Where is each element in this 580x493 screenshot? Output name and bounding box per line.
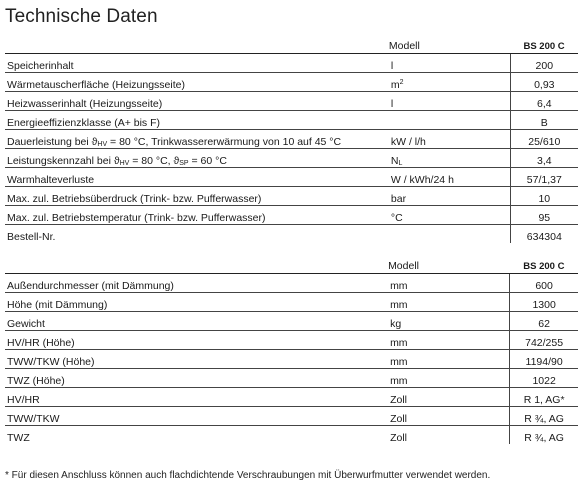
row-unit: W / kWh/24 h <box>389 168 510 187</box>
row-label: Höhe (mit Dämmung) <box>5 293 388 312</box>
row-unit: mm <box>388 331 510 350</box>
row-label: Wärmetauscherfläche (Heizungsseite) <box>5 73 389 92</box>
table-row <box>5 312 578 331</box>
row-label: Außendurchmesser (mit Dämmung) <box>7 280 174 292</box>
row-label: Leistungskennzahl bei $ϑ_{HV} = 80$ °C, $ϑ_{SP} = 60$ °C <box>5 149 389 168</box>
table-header-row <box>5 256 578 274</box>
row-unit: mm <box>388 293 510 312</box>
table-row <box>5 426 578 445</box>
row-label: TWW/TKW <box>5 407 388 426</box>
row-value: 62 <box>510 312 578 331</box>
table-row <box>5 350 578 369</box>
row-label: TWZ <box>5 426 388 445</box>
row-unit: $N_L$ <box>389 149 510 168</box>
row-unit: bar <box>389 187 510 206</box>
row-value: 95 <box>510 206 578 225</box>
row-label: Energieeffizienzklasse (A+ bis F) <box>5 111 389 130</box>
row-value: 1022 <box>510 369 578 388</box>
table-row <box>5 92 578 111</box>
table-row <box>5 73 578 92</box>
table-row <box>5 111 578 130</box>
row-unit: kW / l/h <box>389 130 510 149</box>
row-unit: l <box>390 60 394 72</box>
row-value: 57/1,37 <box>510 168 578 187</box>
row-value: 3,4 <box>510 149 578 168</box>
row-label: Heizwasserinhalt (Heizungsseite) <box>5 92 389 111</box>
footnote: * Für diesen Anschluss können auch flachdichtende Verschraubungen mit Überwurfmutter verwendet werden. <box>5 470 491 481</box>
row-label: Speicherinhalt <box>7 60 74 72</box>
spec-table-dimensions <box>5 256 578 444</box>
row-label: HV/HR <box>5 388 388 407</box>
row-value: 634304 <box>510 225 578 244</box>
model-value: BS 200 C <box>510 256 578 274</box>
row-value: 600 <box>510 274 578 293</box>
table-row <box>5 407 578 426</box>
row-unit: $m^2$ <box>389 73 510 92</box>
row-label: Bestell-Nr. <box>5 225 389 244</box>
table-row <box>5 168 578 187</box>
row-value: 1194/90 <box>510 350 578 369</box>
row-value: R 1, AG* <box>510 388 578 407</box>
row-unit <box>389 225 510 244</box>
row-unit: l <box>389 92 510 111</box>
table-header-row <box>5 36 578 54</box>
row-unit: Zoll <box>388 426 510 445</box>
row-label: TWW/TKW (Höhe) <box>5 350 388 369</box>
table-row <box>5 225 578 244</box>
table-row <box>5 130 578 149</box>
model-label: Modell <box>388 256 510 274</box>
row-label: Max. zul. Betriebsüberdruck (Trink- bzw. Pufferwasser) <box>5 187 389 206</box>
row-value: B <box>510 111 578 130</box>
row-label: Max. zul. Betriebstemperatur (Trink- bzw. Pufferwasser) <box>5 206 389 225</box>
row-value: R ¾, AG <box>510 426 578 445</box>
row-value: 0,93 <box>510 73 578 92</box>
table-row <box>5 149 578 168</box>
row-unit: Zoll <box>388 407 510 426</box>
row-unit: mm <box>390 280 408 292</box>
row-value: 742/255 <box>510 331 578 350</box>
row-value: 200 <box>510 54 578 73</box>
page-title: Technische Daten <box>5 6 158 27</box>
table-row <box>5 54 578 73</box>
row-value: 25/610 <box>510 130 578 149</box>
table-row <box>5 388 578 407</box>
row-unit: mm <box>388 350 510 369</box>
table-row <box>5 274 578 293</box>
row-value: 6,4 <box>510 92 578 111</box>
row-label: Gewicht <box>5 312 388 331</box>
row-label: Dauerleistung bei $ϑ_{HV} = 80$ °C, Trinkwassererwärmung von 10 auf 45 °C <box>5 130 389 149</box>
row-value: 1300 <box>510 293 578 312</box>
row-unit <box>389 111 510 130</box>
spec-table-technical <box>5 36 578 243</box>
table-row <box>5 369 578 388</box>
table-row <box>5 331 578 350</box>
row-label: Warmhalteverluste <box>5 168 389 187</box>
model-label: Modell <box>389 36 510 54</box>
row-unit: Zoll <box>388 388 510 407</box>
table-row <box>5 187 578 206</box>
row-label: HV/HR (Höhe) <box>5 331 388 350</box>
row-unit: °C <box>389 206 510 225</box>
row-unit: kg <box>388 312 510 331</box>
table-row <box>5 293 578 312</box>
row-label: TWZ (Höhe) <box>5 369 388 388</box>
table-row <box>5 206 578 225</box>
row-unit: mm <box>388 369 510 388</box>
row-value: R ¾, AG <box>510 407 578 426</box>
row-value: 10 <box>510 187 578 206</box>
model-value: BS 200 C <box>510 36 578 54</box>
